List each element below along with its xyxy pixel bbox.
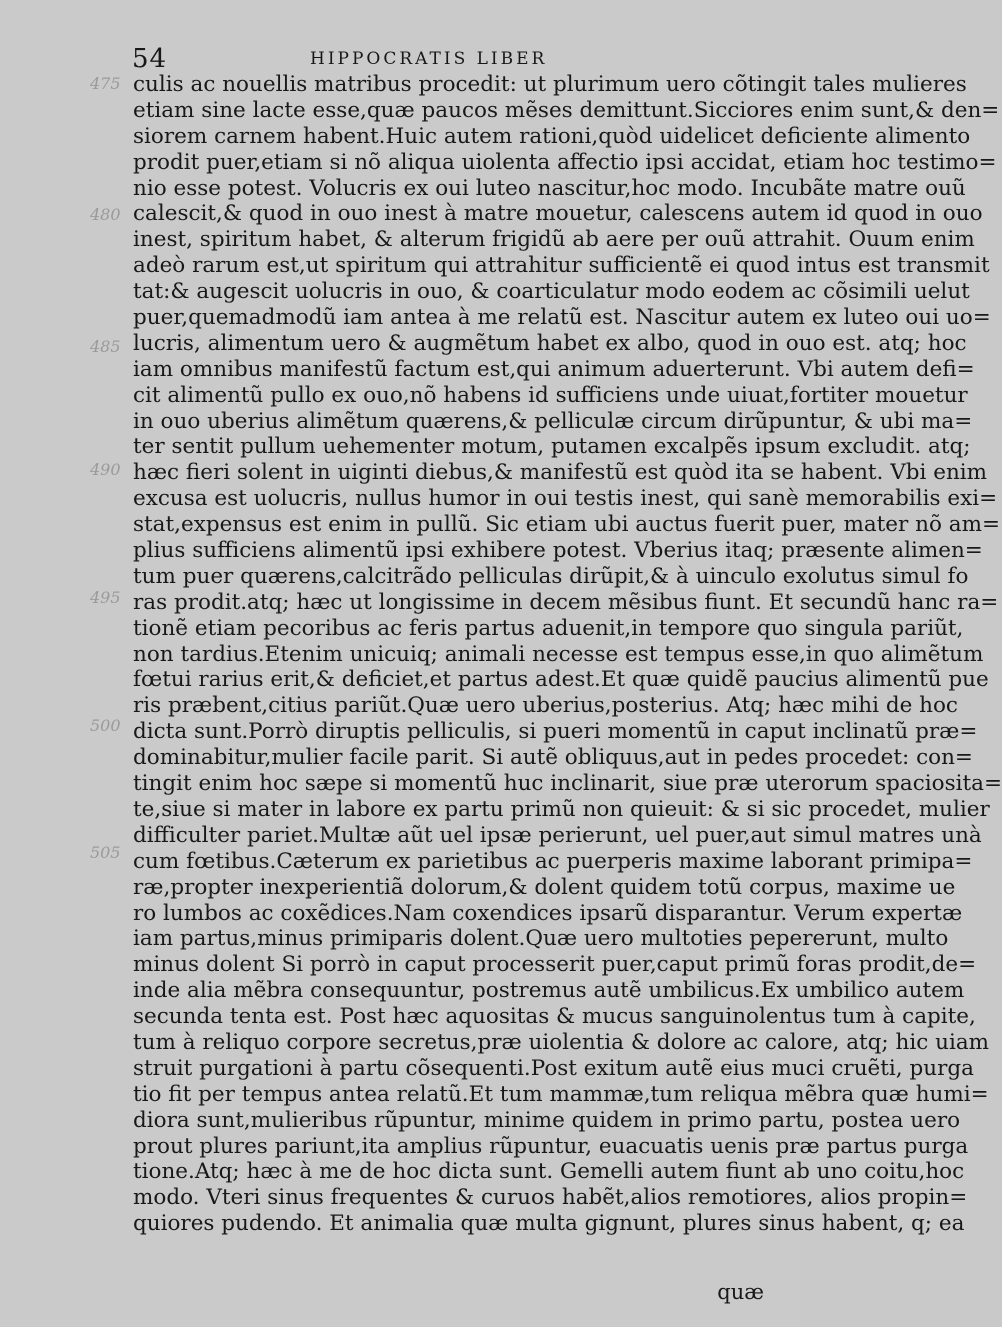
text-line: plius sufficiens alimentũ ipsi exhibere potest. Vberius itaq; præsente alimen= (133, 538, 983, 564)
margin-line-number: 500 (90, 716, 121, 735)
text-line: ter sentit pullum uehementer motum, putamen excalpẽs ipsum excludit. atq; (133, 434, 971, 460)
text-line: culis ac nouellis matribus procedit: ut plurimum uero cõtingit tales mulieres (133, 72, 967, 97)
text-line: stat,expensus est enim in pullũ. Sic etiam ubi auctus fuerit puer, mater nõ am= (133, 512, 1000, 538)
text-line: struit purgationi à partu cõsequenti.Post exitum autẽ eius muci cruẽti, purga (133, 1055, 974, 1081)
text-line: minus dolent Si porrò in caput processerit puer,caput primũ foras prodit,de= (133, 952, 977, 978)
margin-line-number: 480 (90, 205, 121, 224)
text-line: iam omnibus manifestũ factum est,qui animum aduerterunt. Vbi autem defi= (133, 356, 975, 382)
text-line: fœtui rarius erit,& deficiet,et partus adest.Et quæ quidẽ paucius alimentũ pue (133, 667, 989, 693)
text-line: inest, spiritum habet, & alterum frigidũ ab aere per ouũ attrahit. Ouum enim (133, 227, 975, 253)
text-line: modo. Vteri sinus frequentes & curuos habẽt,alios remotiores, alios propin= (133, 1185, 968, 1211)
text-line: puer,quemadmodũ iam antea à me relatũ est. Nascitur autem ex luteo oui uo= (133, 305, 991, 331)
text-line: non tardius.Etenim unicuiq; animali necesse est tempus esse,in quo alimẽtum (133, 641, 984, 667)
text-line: adeò rarum est,ut spiritum qui attrahitur sufficientẽ ei quod intus est transmit (133, 253, 990, 279)
text-line: prodit puer,etiam si nõ aliqua uiolenta affectio ipsi accidat, etiam hoc testimo= (133, 149, 997, 175)
margin-line-number: 485 (90, 337, 121, 356)
text-line: calescit,& quod in ouo inest à matre mouetur, calescens autem id quod in ouo (133, 201, 983, 227)
text-line: excusa est uolucris, nullus humor in oui testis inest, qui sanè memorabilis exi= (133, 486, 998, 512)
text-line: inde alia mẽbra consequuntur, postremus autẽ umbilicus.Ex umbilico autem (133, 978, 965, 1004)
text-line: lucris, alimentum uero & augmẽtum habet ex albo, quod in ouo est. atq; hoc (133, 330, 967, 356)
text-line: iam partus,minus primiparis dolent.Quæ uero multoties pepererunt, multo (133, 926, 949, 952)
page-number: 54 (132, 44, 168, 74)
margin-line-number: 505 (90, 843, 121, 862)
margin-line-number: 495 (90, 588, 121, 607)
text-line: etiam sine lacte esse,quæ paucos mẽses demittunt.Sicciores enim sunt,& den= (133, 97, 1000, 123)
text-line: diora sunt,mulieribus rũpuntur, minime quidem in primo partu, postea uero (133, 1107, 961, 1133)
text-line: tionẽ etiam pecoribus ac feris partus aduenit,in tempore quo singula pariũt, (133, 615, 964, 641)
text-line: quiores pudendo. Et animalia quæ multa gignunt, plures sinus habent, q; ea (133, 1211, 965, 1237)
text-line: te,siue si mater in labore ex partu primũ non quieuit: & si sic procedet, mulier (133, 796, 990, 822)
text-line: nio esse potest. Volucris ex oui luteo nascitur,hoc modo. Incubãte matre ouũ (133, 175, 966, 201)
text-line: dicta sunt.Porrò diruptis pelliculis, si pueri momentũ in caput inclinatũ præ= (133, 719, 978, 745)
text-line: tione.Atq; hæc à me de hoc dicta sunt. Gemelli autem fiunt ab uno coitu,hoc (133, 1159, 965, 1185)
text-line: ris præbent,citius pariũt.Quæ uero uberius,posterius. Atq; hæc mihi de hoc (133, 693, 958, 719)
text-line: ræ,propter inexperientiã dolorum,& dolent quidem totũ corpus, maxime ue (133, 874, 956, 900)
text-line: ro lumbos ac coxẽdices.Nam coxendices ipsarũ disparantur. Verum expertæ (133, 900, 963, 926)
text-line: difficulter pariet.Multæ aũt uel ipsæ perierunt, uel puer,aut simul matres unà (133, 822, 982, 848)
body-text (133, 72, 1002, 1237)
text-line: dominabitur,mulier facile parit. Si autẽ obliquus,aut in pedes procedet: con= (133, 745, 973, 771)
running-head (132, 40, 772, 74)
text-line: secunda tenta est. Post hæc aquositas & mucus sanguinolentus tum à capite, (133, 1004, 976, 1030)
text-line: tum puer quærens,calcitrãdo pelliculas dirũpit,& à uinculo exolutus simul fo (133, 563, 969, 589)
text-line: ras prodit.atq; hæc ut longissime in decem mẽsibus fiunt. Et secundũ hanc ra= (133, 589, 999, 615)
catchword: quæ (717, 1280, 764, 1304)
text-line: tingit enim hoc sæpe si momentũ huc inclinarit, siue præ uterorum spaciosita= (133, 771, 1002, 797)
margin-line-number: 475 (90, 74, 121, 93)
text-line: in ouo uberius alimẽtum quærens,& pelliculæ circum dirũpuntur, & ubi ma= (133, 408, 973, 434)
margin-line-number: 490 (90, 460, 121, 479)
text-line: siorem carnem habent.Huic autem rationi,quòd uidelicet deficiente alimento (133, 123, 971, 149)
text-line: tum à reliquo corpore secretus,præ uiolentia & dolore ac calore, atq; hic uiam (133, 1029, 990, 1055)
text-line: cit alimentũ pullo ex ouo,nõ habens id sufficiens unde uiuat,fortiter mouetur (133, 382, 968, 408)
running-title: HIPPOCRATIS LIBER (310, 49, 548, 69)
text-line: cum fœtibus.Cæterum ex parietibus ac puerperis maxime laborant primipa= (133, 848, 973, 874)
text-line: tio fit per tempus antea relatũ.Et tum mammæ,tum reliqua mẽbra quæ humi= (133, 1081, 989, 1107)
text-line: hæc fieri solent in uiginti diebus,& manifestũ est quòd ita se habent. Vbi enim (133, 460, 988, 486)
text-line: prout plures pariunt,ita amplius rũpuntur, euacuatis uenis præ partus purga (133, 1133, 969, 1159)
text-line: tat:& augescit uolucris in ouo, & coarticulatur modo eodem ac cõsimili uelut (133, 279, 970, 305)
